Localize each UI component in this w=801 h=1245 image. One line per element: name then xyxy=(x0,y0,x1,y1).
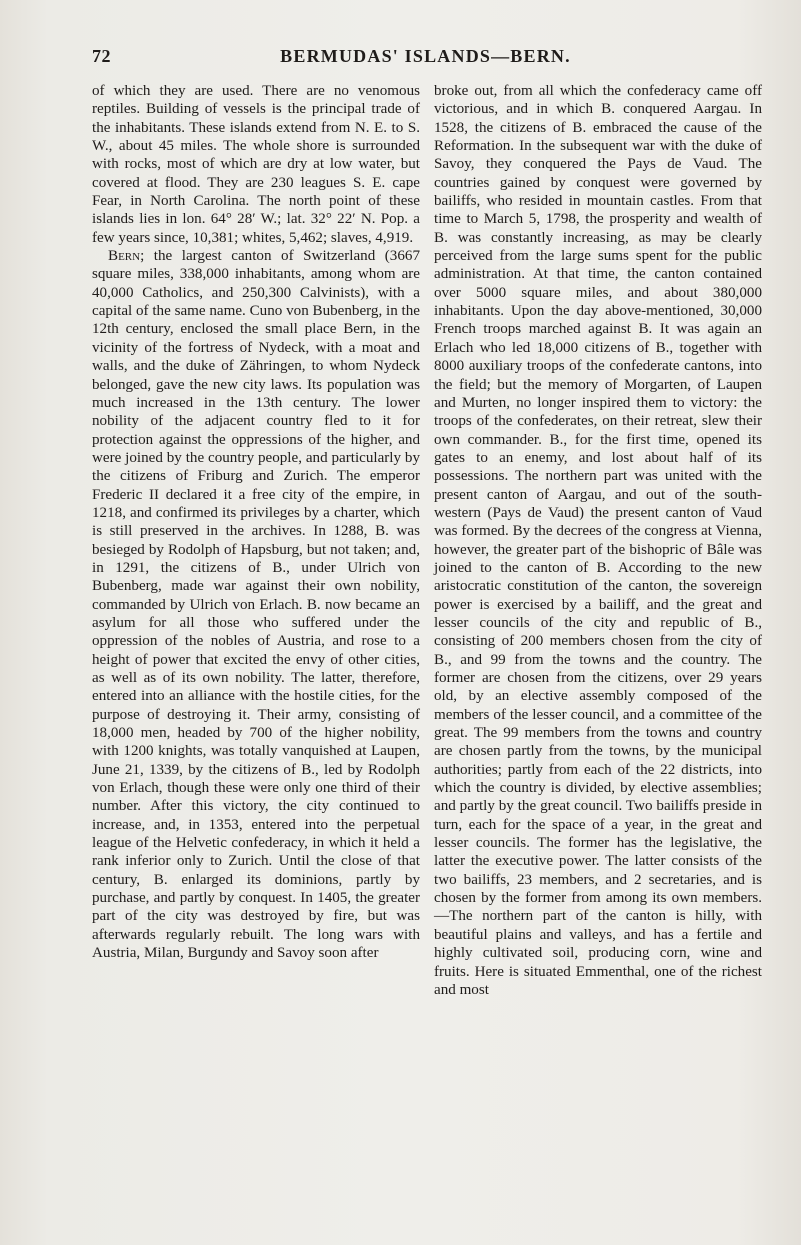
paragraph-bern-continued: broke out, from all which the confederacy came off victorious, and in which B. conquered Aargau. In 1528, the citizens of B. embraced the cause of the Reformation. In the subsequent war with the duke of Savoy, they conquered the Pays de Vaud. The countries gained by conquest were governed by bailiffs, who resided in mountain castles. From that time to March 5, 1798, the prosperity and wealth of B. was constantly increasing, as may be clearly perceived from the large sums spent for the public administration. At that time, the canton contained over 5000 square miles, and about 380,000 inhabitants. Upon the day above-mentioned, 30,000 French troops marched against B. It was again an Erlach who led 18,000 citizens of B., together with 8000 auxiliary troops of the confederate cantons, into the field; but the memory of Morgarten, of Laupen and Murten, no longer inspired them to victory: the troops of the confederates, on their retreat, slew their own commander. B., for the first time, opened its gates to an enemy, and lost about half of its possessions. The northern part was united with the present canton of Aargau, and out of the south-western (Pays de Vaud) the present canton of Vaud was formed. By the decrees of the congress at Vienna, however, the greater part of the bishopric of Bâle was joined to the canton of B. According to the new aristocratic constitution of the canton, the sovereign power is exercised by a bailiff, and the great and lesser councils of the city and republic of B., consisting of 200 members chosen from the city of B., and 99 from the towns and the country. The former are chosen from the citizens, over 29 years old, by an elective assembly composed of the members of the lesser council, and a committee of the great. The 99 members from the towns and country are chosen partly from the towns, by the municipal authorities; partly from each of the 22 districts, into which the country is divided, by elective assemblies; and partly by the great council. Two bailiffs preside in turn, each for the space of a year, in the great and lesser councils. The former has the legislative, the latter the executive power. The latter consists of the two bailiffs, 23 members, and 2 secretaries, and is chosen by the former from among its own members.—The northern part of the canton is hilly, with beautiful plains and valleys, and has a fertile and highly cultivated soil, producing corn, wine and fruits. Here is situated Emmenthal, one of the richest and most xyxy=(434,83,762,998)
entry-body: ; the largest canton of Switzerland (3667 square miles, 338,000 inhabitants, among whom are 40,000 Catholics, and 250,300 Calvinists), with a capital of the same name. Cuno von Bubenberg, in the 12th century, enclosed the small place Bern, in the vicinity of the fortress of Nydeck, with a moat and walls, and the duke of Zähringen, to whom Nydeck belonged, gave the new city laws. Its population was much increased in the 13th century. The lower nobility of the adjacent country fled to it for protection against the oppressions of the higher, and were joined by the country people, and particularly by the citizens of Friburg and Zurich. The emperor Frederic II declared it a free city of the empire, in 1218, and confirmed its privileges by a charter, which is still preserved in the archives. In 1288, B. was besieged by Rodolph of Hapsburg, but not taken; and, in 1291, the citizens of B., under Ulrich von Bubenberg, made war against their own nobility, commanded by Ulrich von Erlach. B. now became an asylum for all those who suffered under the oppression of the nobles of Austria, and rose to a height of power that excited the envy of other cities, as well as of its own nobility. The latter, therefore, entered into an alliance with the hostile cities, for the purpose of destroying it. Their army, consisting of 18,000 men, headed by 700 of the higher nobility, with 1200 knights, was totally vanquished at Laupen, June 21, 1339, by the citizens of B., led by Rodolph von Erlach, though these were only one third of their number. After this victory, the city continued to increase, and, in 1353, entered into the perpetual league of the Helvetic confederacy, in which it held a rank inferior only to Zurich. Until the close of that century, B. enlarged its dominions, partly by purchase, and partly by conquest. In 1405, the greater part of the city was destroyed by fire, but was afterwards regularly rebuilt. The long wars with Austria, Milan, Burgundy and Savoy soon after xyxy=(92,248,420,962)
right-column xyxy=(434,82,762,999)
paragraph-bern xyxy=(92,247,420,962)
running-head: BERMUDAS' ISLANDS—BERN. xyxy=(280,46,571,66)
entry-headword: Bern xyxy=(108,248,141,265)
page-header xyxy=(0,46,801,70)
paragraph-bermudas-end: of which they are used. There are no venomous reptiles. Building of vessels is the principal trade of the inhabitants. These islands extend from N. E. to S. W., about 45 miles. The whole shore is surrounded with rocks, most of which are dry at low water, but covered at flood. They are 230 leagues S. E. cape Fear, in North Carolina. The north point of these islands lies in lon. 64° 28′ W.; lat. 32° 22′ N. Pop. a few years since, 10,381; whites, 5,462; slaves, 4,919. xyxy=(92,83,420,246)
left-column xyxy=(92,82,420,963)
page-number: 72 xyxy=(92,46,111,66)
